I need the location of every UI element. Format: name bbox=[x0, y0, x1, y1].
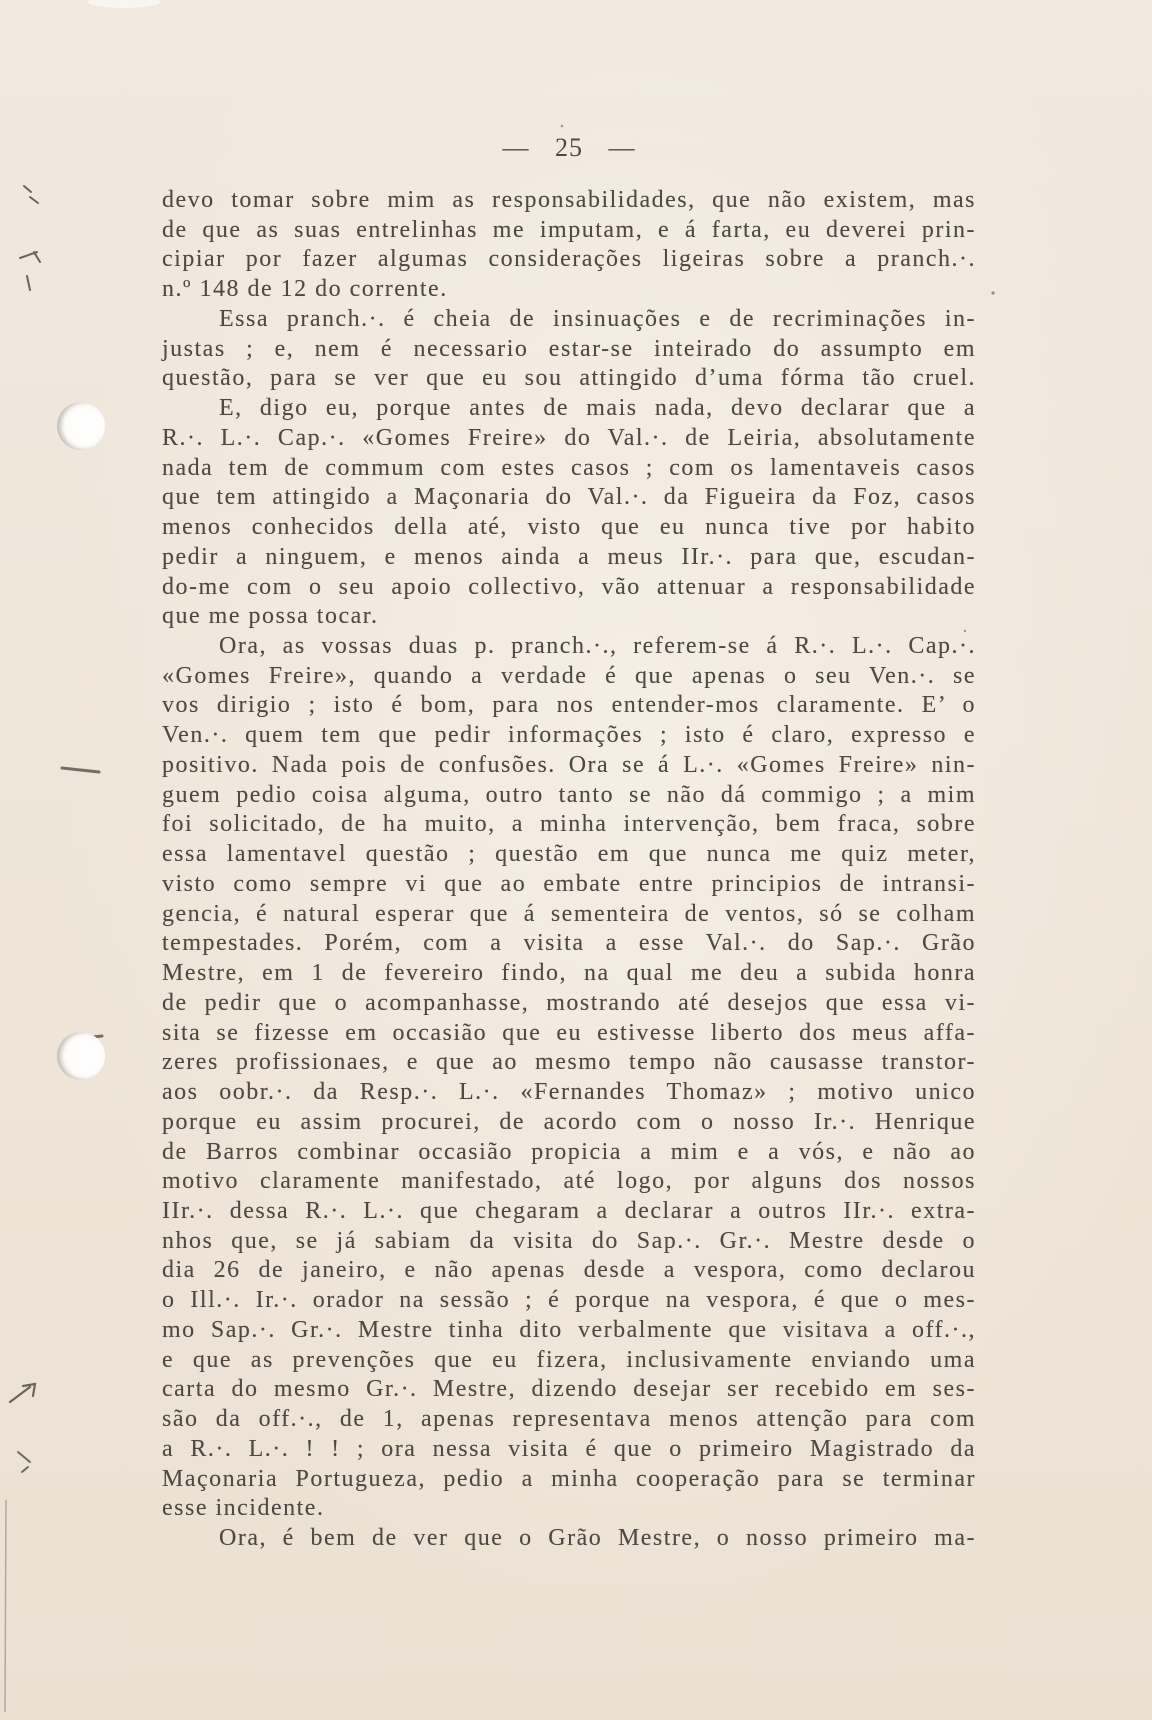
text-line: Maçonaria Portugueza, pedio a minha cooperação para se terminar bbox=[162, 1465, 976, 1492]
punch-hole bbox=[57, 402, 105, 450]
page-number: — 25 — bbox=[502, 133, 636, 162]
text-line: questão, para se ver que eu sou attingido d’uma fórma tão cruel. bbox=[162, 365, 976, 392]
paragraph bbox=[162, 394, 976, 632]
text-line: de que as suas entrelinhas me imputam, e á farta, eu deverei prin- bbox=[162, 216, 976, 243]
text-line: essa lamentavel questão ; questão em que nunca me quiz meter, bbox=[162, 841, 976, 868]
paragraph bbox=[162, 1524, 976, 1554]
text-line: menos conhecidos della até, visto que eu nunca tive por habito bbox=[162, 514, 976, 541]
text-line: positivo. Nada pois de confusões. Ora se á L.·. «Gomes Freire» nin- bbox=[162, 751, 976, 778]
scan-mark bbox=[5, 1500, 6, 1712]
text-line: que tem attingido a Maçonaria do Val.·. da Figueira da Foz, casos bbox=[162, 484, 976, 511]
text-line: dia 26 de janeiro, e não apenas desde a vespora, como declarou bbox=[162, 1257, 976, 1284]
scan-mark bbox=[561, 125, 564, 128]
text-line: Ora, as vossas duas p. pranch.·., referem-se á R.·. L.·. Cap.·. bbox=[219, 633, 976, 660]
text-line: Ora, é bem de ver que o Grão Mestre, o nosso primeiro ma- bbox=[219, 1525, 976, 1552]
text-line: do-me com o seu apoio collectivo, vão attenuar a responsabilidade bbox=[162, 573, 976, 600]
text-line: justas ; e, nem é necessario estar-se inteirado do assumpto em bbox=[162, 335, 976, 362]
text-line: visto como sempre vi que ao embate entre principios de intransi- bbox=[162, 870, 976, 897]
text-line: são da off.·., de 1, apenas representava menos attenção para com bbox=[162, 1406, 976, 1433]
text-line: Mestre, em 1 de fevereiro findo, na qual me deu a subida honra bbox=[162, 960, 976, 987]
text-line: guem pedio coisa alguma, outro tanto se não dá commigo ; a mim bbox=[162, 781, 976, 808]
text-line: foi solicitado, de ha muito, a minha intervenção, bem fraca, sobre bbox=[162, 811, 976, 838]
text-line: o Ill.·. Ir.·. orador na sessão ; é porque na vespora, é que o mes- bbox=[162, 1287, 976, 1314]
scan-mark bbox=[18, 1452, 30, 1472]
scan-mark bbox=[88, 0, 160, 8]
scan-mark bbox=[991, 291, 994, 294]
text-line: E, digo eu, porque antes de mais nada, devo declarar que a bbox=[219, 395, 976, 422]
text-line: aos oobr.·. da Resp.·. L.·. «Fernandes Thomaz» ; motivo unico bbox=[162, 1079, 976, 1106]
text-line: IIr.·. dessa R.·. L.·. que chegaram a declarar a outros IIr.·. extra- bbox=[162, 1197, 976, 1224]
text-line: nada tem de commum com estes casos ; com os lamentaveis casos bbox=[162, 454, 976, 481]
text-line: carta do mesmo Gr.·. Mestre, dizendo desejar ser recebido em ses- bbox=[162, 1376, 976, 1403]
scan-mark bbox=[24, 186, 38, 203]
text-line: porque eu assim procurei, de acordo com o nosso Ir.·. Henrique bbox=[162, 1108, 976, 1135]
text-line: vos dirigio ; isto é bom, para nos entender-mos claramente. E’ o bbox=[162, 692, 976, 719]
text-line: zeres profissionaes, e que ao mesmo tempo não causasse transtor- bbox=[162, 1049, 976, 1076]
text-line: n.º 148 de 12 do corrente. bbox=[162, 276, 448, 303]
text-line: de pedir que o acompanhasse, mostrando até desejos que essa vi- bbox=[162, 989, 976, 1016]
text-line: e que as prevenções que eu fizera, inclusivamente enviando uma bbox=[162, 1346, 976, 1373]
text-line: que me possa tocar. bbox=[162, 603, 379, 630]
paragraph bbox=[162, 305, 976, 394]
text-line: pedir a ninguem, e menos ainda a meus IIr.·. para que, escudan- bbox=[162, 543, 976, 570]
paragraph bbox=[162, 186, 976, 305]
text-line: cipiar por fazer algumas considerações ligeiras sobre a pranch.·. bbox=[162, 246, 976, 273]
paragraph bbox=[162, 632, 976, 1524]
text-line: esse incidente. bbox=[162, 1495, 325, 1522]
text-line: sita se fizesse em occasião que eu estivesse liberto dos meus affa- bbox=[162, 1019, 976, 1046]
text-line: a R.·. L.·. ! ! ; ora nessa visita é que o primeiro Magistrado da bbox=[162, 1435, 976, 1462]
text-line: devo tomar sobre mim as responsabilidades, que não existem, mas bbox=[162, 187, 976, 213]
text-line: nhos que, se já sabiam da visita do Sap.·. Gr.·. Mestre desde o bbox=[162, 1227, 976, 1254]
text-line: tempestades. Porém, com a visita a esse Val.·. do Sap.·. Grão bbox=[162, 930, 976, 957]
text-line: de Barros combinar occasião propicia a mim e a vós, e não ao bbox=[162, 1138, 976, 1165]
punch-hole bbox=[57, 1032, 105, 1080]
text-line: gencia, é natural esperar que á sementeira de ventos, só se colham bbox=[162, 900, 976, 927]
scan-mark bbox=[20, 252, 40, 290]
text-line: motivo claramente manifestado, até logo, por alguns dos nossos bbox=[162, 1168, 976, 1195]
text-line: «Gomes Freire», quando a verdade é que apenas o seu Ven.·. se bbox=[162, 662, 976, 689]
text-line: Essa pranch.·. é cheia de insinuações e de recriminações in- bbox=[219, 305, 976, 332]
body-text bbox=[162, 186, 976, 1554]
scan-mark bbox=[10, 1384, 35, 1402]
scan-mark bbox=[62, 768, 99, 772]
text-line: R.·. L.·. Cap.·. «Gomes Freire» do Val.·. de Leiria, absolutamente bbox=[162, 424, 976, 451]
text-line: mo Sap.·. Gr.·. Mestre tinha dito verbalmente que visitava a off.·., bbox=[162, 1316, 976, 1343]
text-line: Ven.·. quem tem que pedir informações ; isto é claro, expresso e bbox=[162, 722, 976, 749]
